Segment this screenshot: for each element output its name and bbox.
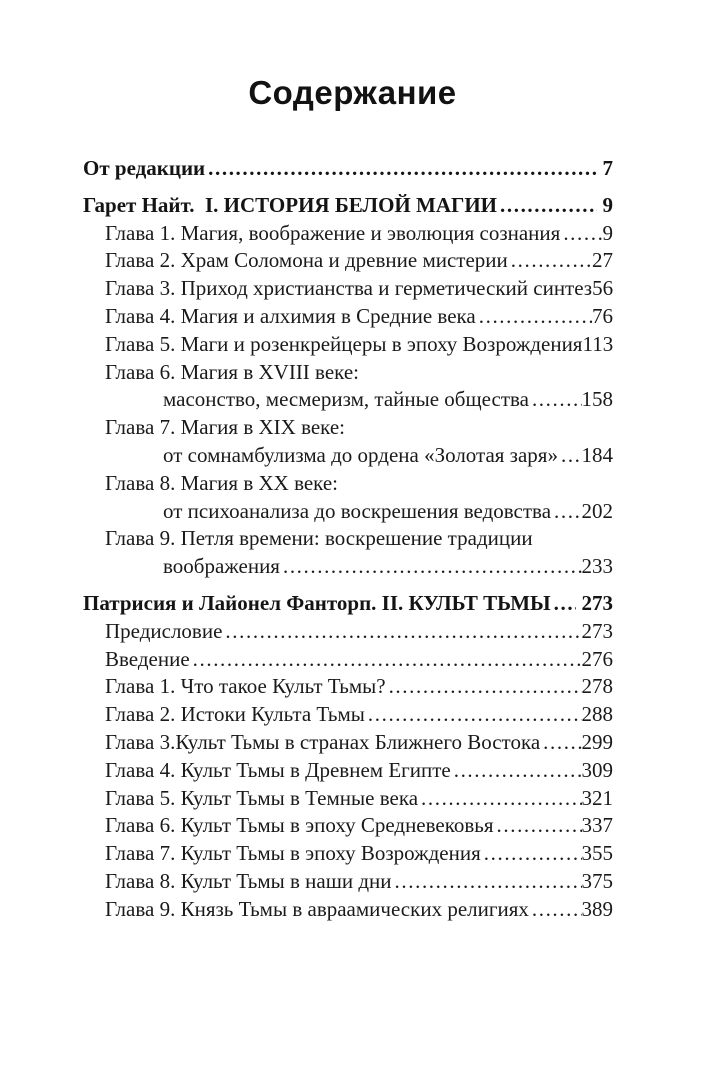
toc-entry	[83, 275, 613, 303]
toc-entry	[83, 220, 613, 248]
toc-entry-label: Глава 7. Магия в XIX веке:	[105, 415, 346, 440]
dot-leader	[205, 155, 596, 183]
toc-entry-line-continuation	[83, 498, 613, 526]
toc-entry-label: Глава 6. Культ Тьмы в эпоху Средневековья	[105, 813, 494, 838]
dot-leader	[418, 785, 581, 813]
dot-leader	[481, 840, 582, 868]
toc-entry-line	[83, 155, 613, 183]
toc-entry-line	[83, 868, 613, 896]
toc-entry-label: Глава 2. Храм Соломона и древние мистерии	[105, 248, 508, 273]
toc-entry-line	[83, 275, 613, 303]
dot-leader	[392, 868, 582, 896]
toc-entry-line	[83, 192, 613, 220]
dot-leader	[540, 729, 581, 757]
toc-entry-label: Глава 3. Приход христианства и герметический синтез	[105, 276, 593, 301]
toc-entry-label: Патрисия и Лайонел Фанторп. II. КУЛЬТ ТЬМЫ	[83, 590, 551, 615]
toc-entry	[83, 646, 613, 674]
toc-entry	[83, 673, 613, 701]
page-title: Содержание	[248, 74, 457, 111]
toc-list	[83, 155, 613, 924]
toc-entry-line	[83, 590, 613, 618]
toc-entry	[83, 590, 613, 618]
toc-entry-page: 355	[581, 841, 613, 866]
toc-entry-label: Глава 4. Культ Тьмы в Древнем Египте	[105, 757, 451, 782]
toc-entry-line	[83, 525, 613, 553]
toc-entry	[83, 757, 613, 785]
toc-entry	[83, 247, 613, 275]
toc-entry	[83, 192, 613, 220]
dot-leader	[451, 757, 582, 785]
toc-entry	[83, 618, 613, 646]
toc-entry	[83, 785, 613, 813]
toc-entry-label: От редакции	[83, 156, 206, 180]
toc-entry	[83, 414, 613, 470]
toc-entry	[83, 729, 613, 757]
toc-entry-label: Глава 5. Маги и розенкрейцеры в эпоху Возрождения	[105, 331, 583, 356]
toc-entry-label: Глава 4. Магия и алхимия в Средние века	[105, 303, 476, 328]
toc-entry-label: Глава 1. Что такое Культ Тьмы?	[105, 674, 386, 699]
toc-entry-line	[83, 331, 613, 359]
dot-leader	[365, 701, 582, 729]
toc-entry-label: Глава 9. Князь Тьмы в авраамических религиях	[105, 896, 529, 921]
toc-entry-page: 184	[581, 442, 613, 467]
toc-entry	[83, 525, 613, 581]
toc-entry	[83, 812, 613, 840]
toc-entry-page: 273	[581, 618, 613, 643]
toc-entry-label-continuation: воображения	[163, 554, 280, 579]
toc-entry-line	[83, 896, 613, 924]
toc-entry	[83, 840, 613, 868]
toc-entry-label: Глава 8. Культ Тьмы в наши дни	[105, 868, 392, 893]
toc-entry-label: Глава 6. Магия в XVIII веке:	[105, 359, 359, 384]
toc-entry-page: 233	[581, 554, 613, 579]
toc-entry	[83, 701, 613, 729]
toc-entry-page: 273	[581, 590, 613, 615]
toc-entry-line	[83, 840, 613, 868]
dot-leader	[494, 812, 582, 840]
toc-entry-label: Глава 9. Петля времени: воскрешение традиции	[105, 526, 533, 551]
dot-leader	[190, 646, 582, 674]
toc-entry-page: 9	[602, 220, 613, 245]
toc-entry-line	[83, 729, 613, 757]
toc-entry-line-continuation	[83, 386, 613, 414]
toc-entry-label: Глава 1. Магия, воображение и эволюция сознания	[105, 220, 561, 245]
toc-entry-line	[83, 673, 613, 701]
toc-entry-page: 278	[581, 674, 613, 699]
toc-entry-label: Глава 2. Истоки Культа Тьмы	[105, 702, 365, 727]
toc-entry-page: 56	[592, 276, 614, 301]
toc-entry-line	[83, 812, 613, 840]
toc-entry-line-continuation	[83, 442, 613, 470]
dot-leader	[476, 303, 592, 331]
toc-entry-line	[83, 247, 613, 275]
toc-entry-page: 321	[581, 785, 613, 810]
dot-leader	[529, 896, 582, 924]
toc-entry-label: Введение	[105, 646, 190, 671]
toc-entry	[83, 303, 613, 331]
toc-entry-line	[83, 359, 613, 387]
dot-leader	[558, 442, 582, 470]
dot-leader	[497, 192, 596, 220]
dot-leader	[508, 247, 592, 275]
toc-entry-line	[83, 618, 613, 646]
toc-entry-label: Гарет Найт. I. ИСТОРИЯ БЕЛОЙ МАГИИ	[83, 192, 498, 217]
toc-entry-page: 337	[581, 813, 613, 838]
toc-entry-page: 299	[581, 729, 613, 754]
toc-entry-label: Глава 3.Культ Тьмы в странах Ближнего Востока	[105, 729, 541, 754]
toc-entry-page: 288	[581, 702, 613, 727]
toc-page	[0, 76, 705, 1076]
toc-entry-line-continuation	[83, 553, 613, 581]
toc-entry-page: 27	[592, 248, 613, 273]
toc-entry-page: 158	[581, 387, 613, 412]
toc-entry-page: 113	[582, 331, 614, 356]
toc-entry-label-continuation: от сомнамбулизма до ордена «Золотая заря»	[163, 442, 558, 467]
toc-entry-line	[83, 414, 613, 442]
toc-entry	[83, 155, 613, 183]
toc-entry-line	[83, 785, 613, 813]
toc-entry-label: Глава 5. Культ Тьмы в Темные века	[105, 785, 419, 810]
toc-entry-line	[83, 757, 613, 785]
toc-entry-line	[83, 701, 613, 729]
dot-leader	[529, 386, 582, 414]
toc-entry-page: 389	[581, 896, 613, 921]
toc-entry-label: Предисловие	[105, 618, 223, 643]
toc-entry-page: 309	[581, 757, 613, 782]
toc-entry	[83, 331, 613, 359]
toc-entry	[83, 359, 613, 415]
toc-entry-page: 202	[581, 498, 613, 523]
toc-entry-page: 9	[602, 192, 613, 217]
dot-leader	[280, 553, 582, 581]
toc-entry	[83, 470, 613, 526]
dot-leader	[560, 220, 602, 248]
toc-entry-page: 375	[581, 868, 613, 893]
toc-entry-line	[83, 646, 613, 674]
toc-entry	[83, 896, 613, 924]
toc-entry-line	[83, 470, 613, 498]
toc-entry-line	[83, 303, 613, 331]
dot-leader	[386, 673, 582, 701]
toc-entry-page: 7	[602, 156, 613, 180]
dot-leader	[551, 498, 581, 526]
toc-entry-label-continuation: от психоанализа до воскрешения ведовства	[163, 498, 552, 523]
dot-leader	[222, 618, 581, 646]
dot-leader	[551, 590, 576, 618]
toc-entry-label-continuation: масонство, месмеризм, тайные общества	[163, 387, 529, 412]
toc-entry	[83, 868, 613, 896]
toc-entry-label: Глава 8. Магия в XX веке:	[105, 470, 339, 495]
toc-entry-label: Глава 7. Культ Тьмы в эпоху Возрождения	[105, 841, 481, 866]
toc-entry-page: 76	[592, 303, 613, 328]
toc-entry-page: 276	[581, 646, 613, 671]
toc-entry-line	[83, 220, 613, 248]
